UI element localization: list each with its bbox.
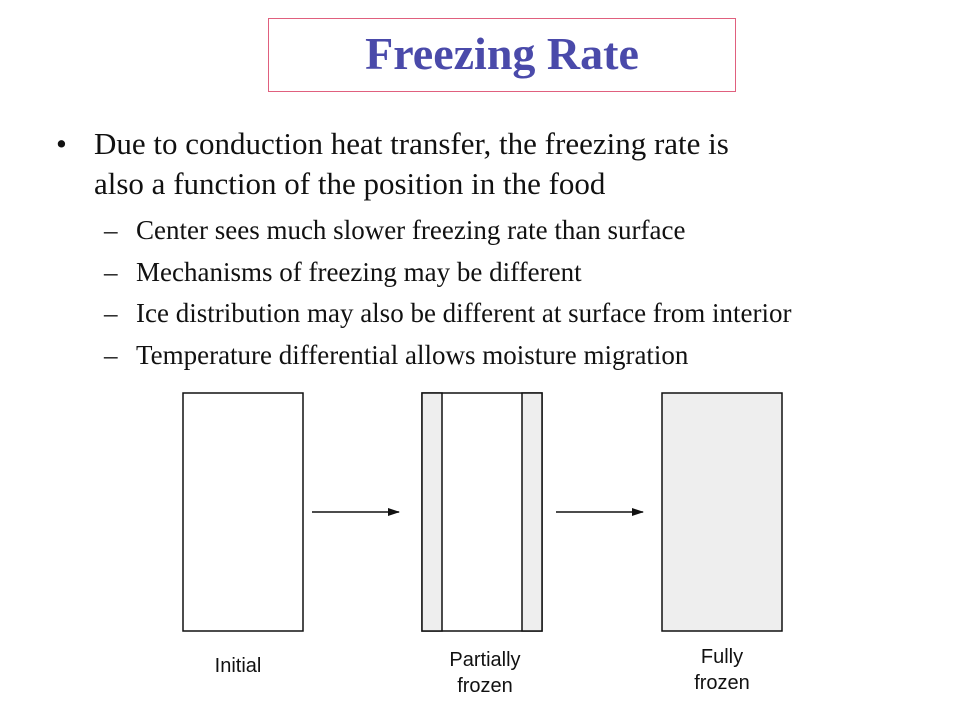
sub-bullet-item [104,210,944,252]
stage-label-full-line2: frozen [694,672,750,694]
freezing-diagram [0,380,960,710]
dash-marker: – [104,215,118,245]
main-bullet-line-1: Due to conduction heat transfer, the freezing rate is [94,126,729,161]
dash-marker: – [104,339,118,370]
food-block-initial [183,393,303,631]
sub-bullet-list [104,210,944,376]
sub-bullet-text: Temperature differential allows moisture migration [136,339,689,370]
dash-marker: – [104,256,118,287]
sub-bullet-item [104,335,944,377]
sub-bullet-text: Ice distribution may also be different at surface from interior [136,298,792,328]
sub-bullet-text: Mechanisms of freezing may be different [136,256,582,287]
sub-bullet-item [104,252,944,294]
bullet-marker: • [56,126,67,161]
sub-bullet-text: Center sees much slower freezing rate than surface [136,215,686,245]
main-bullet-text [94,124,914,204]
stage-fully-frozen [662,393,782,694]
stage-label-initial: Initial [214,655,262,677]
stage-label-partial-line1: Partially [449,649,521,671]
stage-label-partial-line2: frozen [457,675,513,697]
stage-label-full-line1: Fully [700,646,744,668]
slide-title-box [268,18,736,92]
stage-partially-frozen [422,393,542,697]
food-block-full [662,393,782,631]
stage-initial [183,393,303,677]
sub-bullet-item [104,293,944,335]
dash-marker: – [104,298,118,328]
slide-title: Freezing Rate [365,28,639,79]
main-bullet-line-2: also a function of the position in the food [94,166,606,201]
frozen-layer-right [522,393,542,631]
frozen-layer-left [422,393,442,631]
